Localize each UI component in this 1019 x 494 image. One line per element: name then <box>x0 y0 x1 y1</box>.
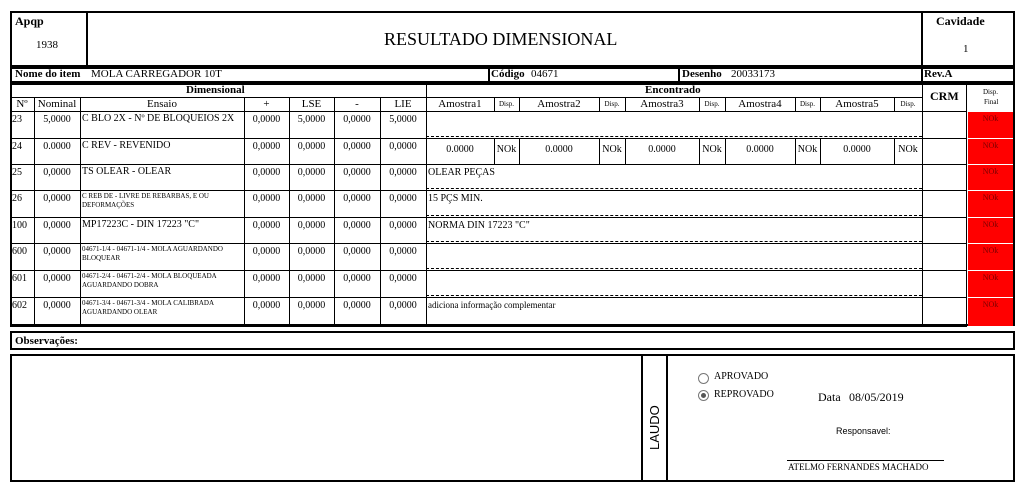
amostra-header: Amostra1 <box>438 98 482 110</box>
amostra-header: Amostra4 <box>738 98 782 110</box>
row-nominal: 0,0000 <box>43 167 71 178</box>
sample-guide <box>426 241 922 242</box>
row-lie: 0,0000 <box>389 300 417 311</box>
row-plus: 0,0000 <box>252 141 281 152</box>
row-lse: 0,0000 <box>297 300 326 311</box>
codigo-label: Código <box>491 68 525 80</box>
col-plus-header: + <box>263 98 270 110</box>
sample-guide <box>426 215 922 216</box>
row-lse: 0,0000 <box>297 246 326 257</box>
disp-header: Disp. <box>704 100 720 108</box>
row-plus: 0,0000 <box>252 273 281 284</box>
disp-value: NOk <box>602 144 622 155</box>
group-encontrado: Encontrado <box>645 84 701 96</box>
disp-value: NOk <box>496 144 517 155</box>
final-divider <box>966 83 967 326</box>
row-ensaio: 04671-2/4 - 04671-2/4 - MOLA BLOQUEADA AGUARDANDO DOBRA <box>82 272 217 289</box>
observacoes-label: Observações: <box>15 335 78 347</box>
row-ensaio: 04671-1/4 - 04671-1/4 - MOLA AGUARDANDO BLOQUEAR <box>82 245 223 262</box>
row-number: 26 <box>12 193 22 204</box>
row-number: 600 <box>12 246 27 257</box>
disp-final-value: NOk <box>982 246 999 255</box>
row-ensaio: C REV - REVENIDO <box>82 140 171 151</box>
reprovado-label: REPROVADO <box>714 389 774 400</box>
row-lie: 0,0000 <box>389 141 417 152</box>
row-number: 100 <box>12 220 27 231</box>
sample-guide <box>426 268 922 269</box>
row-number: 23 <box>12 114 22 125</box>
data-value: 08/05/2019 <box>849 390 904 404</box>
apqp-label: Apqp <box>15 14 44 28</box>
amostra-header: Amostra5 <box>835 98 879 110</box>
amostra-value: 0.0000 <box>446 144 474 155</box>
column-line <box>244 97 245 326</box>
group-divider <box>426 83 427 326</box>
row-nominal: 0.0000 <box>43 141 71 152</box>
column-line <box>34 97 35 326</box>
col-n-header: Nº <box>16 98 28 110</box>
row-number: 24 <box>12 141 22 152</box>
desenho-value: 20033173 <box>731 68 775 80</box>
laudo-divider <box>641 354 643 482</box>
row-plus: 0,0000 <box>252 193 281 204</box>
header-divider-left <box>86 11 88 67</box>
page-title: RESULTADO DIMENSIONAL <box>384 29 618 49</box>
data-label: Data <box>818 390 841 404</box>
column-line <box>380 97 381 326</box>
observacoes-box <box>10 331 1015 350</box>
amostra-line <box>922 138 923 164</box>
row-nominal: 0,0000 <box>43 193 71 204</box>
row-nominal: 0,0000 <box>43 246 71 257</box>
column-line <box>334 97 335 326</box>
disp-final-header-2: Final <box>984 98 999 106</box>
row-lie: 0,0000 <box>389 220 417 231</box>
responsavel-label: Responsavel: <box>836 426 891 436</box>
apqp-value: 1938 <box>36 39 58 51</box>
row-plus: 0,0000 <box>252 220 281 231</box>
disp-final-value: NOk <box>982 193 999 202</box>
row-line <box>10 217 967 218</box>
responsavel-name: ATELMO FERNANDES MACHADO <box>788 462 929 472</box>
desenho-label: Desenho <box>682 68 722 80</box>
amostra-value: 0.0000 <box>648 144 676 155</box>
col-lie-header: LIE <box>394 98 412 110</box>
row-minus: 0,0000 <box>343 300 371 311</box>
encontrado-text: 15 PÇS MIN. <box>428 193 483 204</box>
codigo-value: 04671 <box>531 68 559 80</box>
column-line <box>80 97 81 326</box>
laudo-label: LAUDO <box>647 405 662 450</box>
info-divider <box>678 67 680 83</box>
row-lie: 5,0000 <box>389 114 417 125</box>
sample-guide <box>426 188 922 189</box>
row-nominal: 0,0000 <box>43 300 71 311</box>
disp-value: NOk <box>797 144 818 155</box>
row-minus: 0,0000 <box>343 114 371 125</box>
disp-final-value: NOk <box>982 273 999 282</box>
row-plus: 0,0000 <box>252 167 281 178</box>
row-lse: 0,0000 <box>297 193 326 204</box>
laudo-divider <box>666 354 668 482</box>
row-minus: 0,0000 <box>343 141 371 152</box>
amostra-value: 0.0000 <box>843 144 871 155</box>
group-dimensional: Dimensional <box>186 84 245 96</box>
item-label: Nome do item <box>15 68 81 80</box>
encontrado-text: OLEAR PEÇAS <box>428 167 495 178</box>
row-lse: 5,0000 <box>297 114 326 125</box>
row-lie: 0,0000 <box>389 273 417 284</box>
signature-line <box>787 460 944 461</box>
row-number: 25 <box>12 167 22 178</box>
disp-header: Disp. <box>499 100 514 108</box>
disp-final-header-1: Disp. <box>983 88 998 96</box>
row-plus: 0,0000 <box>252 246 281 257</box>
disp-value: NOk <box>898 144 918 155</box>
disp-header: Disp. <box>900 100 916 108</box>
row-nominal: 0,0000 <box>43 273 71 284</box>
disp-final-value: NOk <box>982 220 999 229</box>
encontrado-text: adiciona informação complementar <box>428 300 556 310</box>
row-line <box>10 190 967 191</box>
row-minus: 0,0000 <box>343 220 371 231</box>
row-lie: 0,0000 <box>389 246 417 257</box>
row-plus: 0,0000 <box>252 114 281 125</box>
row-ensaio: C REB DE - LIVRE DE REBARBAS, E OU DEFORMAÇÕES <box>82 192 209 209</box>
row-lse: 0,0000 <box>297 273 326 284</box>
disp-final-value: NOk <box>982 141 999 150</box>
header-divider-right <box>921 11 923 67</box>
row-line <box>10 297 967 298</box>
row-minus: 0,0000 <box>343 193 371 204</box>
crm-divider <box>922 83 923 326</box>
row-plus: 0,0000 <box>252 300 281 311</box>
col-lse-header: LSE <box>301 98 322 110</box>
row-lie: 0,0000 <box>389 167 417 178</box>
disp-header: Disp. <box>604 100 620 108</box>
row-line <box>10 164 967 165</box>
row-minus: 0,0000 <box>343 273 371 284</box>
column-line <box>289 97 290 326</box>
row-line <box>10 326 967 327</box>
row-line <box>10 270 967 271</box>
row-number: 601 <box>12 273 27 284</box>
row-nominal: 5,0000 <box>43 114 71 125</box>
info-divider <box>488 67 490 83</box>
row-line <box>10 243 967 244</box>
disp-final-value: NOk <box>982 167 999 176</box>
aprovado-label: APROVADO <box>714 371 769 382</box>
amostra-value: 0.0000 <box>746 144 774 155</box>
row-ensaio: TS OLEAR - OLEAR <box>82 166 172 177</box>
row-ensaio: 04671-3/4 - 04671-3/4 - MOLA CALIBRADA AGUARDANDO OLEAR <box>82 299 214 316</box>
column-header-line <box>10 111 967 112</box>
aprovado-radio[interactable] <box>698 373 709 384</box>
row-ensaio: MP17223C - DIN 17223 "C" <box>82 219 200 230</box>
cavidade-label: Cavidade <box>936 14 985 28</box>
encontrado-text: NORMA DIN 17223 "C" <box>428 220 530 231</box>
row-number: 602 <box>12 300 27 311</box>
cavidade-value: 1 <box>963 43 969 55</box>
row-lie: 0,0000 <box>389 193 417 204</box>
row-minus: 0,0000 <box>343 246 371 257</box>
amostra-value: 0.0000 <box>545 144 573 155</box>
sample-guide <box>426 295 922 296</box>
sample-guide <box>426 324 922 325</box>
row-lse: 0,0000 <box>297 167 326 178</box>
row-nominal: 0,0000 <box>43 220 71 231</box>
item-value: MOLA CARREGADOR 10T <box>91 68 222 80</box>
disp-final-value: NOk <box>982 114 999 123</box>
amostra-header: Amostra2 <box>537 98 581 110</box>
row-minus: 0,0000 <box>343 167 371 178</box>
row-lse: 0,0000 <box>297 220 326 231</box>
disp-value: NOk <box>702 144 722 155</box>
info-divider <box>921 67 923 83</box>
row-line <box>10 138 967 139</box>
col-minus-header: - <box>355 98 359 110</box>
crm-header: CRM <box>930 89 959 103</box>
row-lse: 0,0000 <box>297 141 326 152</box>
rev-label: Rev.A <box>924 68 953 80</box>
sample-guide <box>426 136 922 137</box>
disp-final-value: NOk <box>982 300 999 309</box>
reprovado-radio[interactable] <box>698 390 709 401</box>
col-ensaio-header: Ensaio <box>147 98 177 110</box>
amostra-header: Amostra3 <box>640 98 684 110</box>
row-ensaio: C BLO 2X - Nº DE BLOQUEIOS 2X <box>82 113 235 124</box>
disp-header: Disp. <box>800 100 815 108</box>
col-nominal-header: Nominal <box>37 98 77 110</box>
